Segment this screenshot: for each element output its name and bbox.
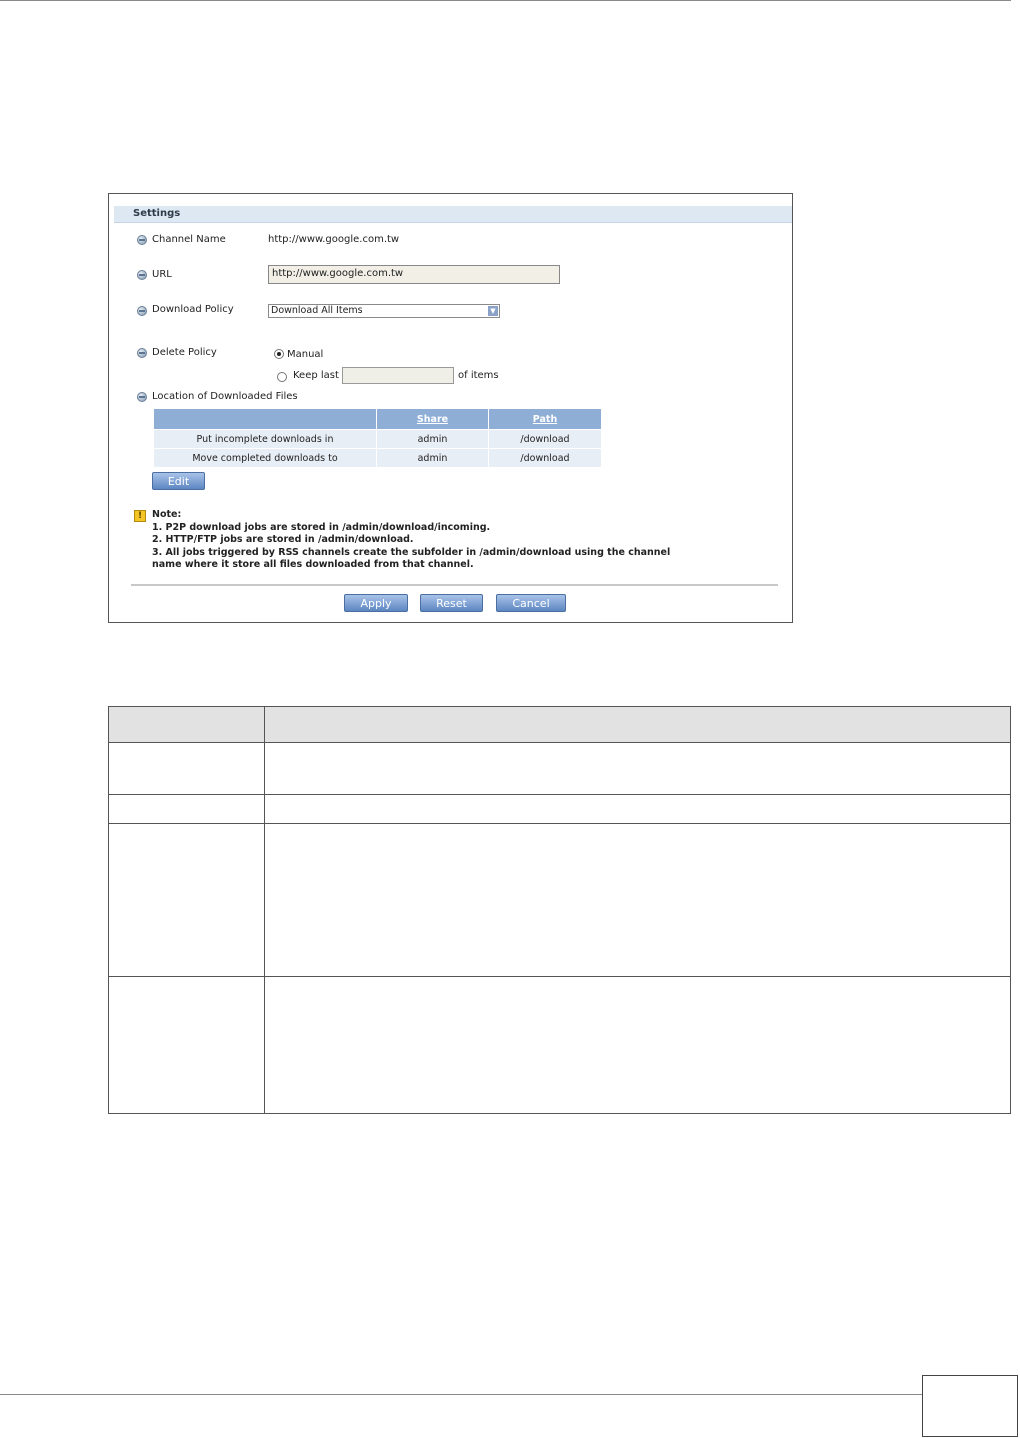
location-label: Location of Downloaded Files bbox=[152, 391, 298, 402]
table-cell bbox=[265, 824, 1011, 977]
download-policy-value: Download All Items bbox=[271, 305, 363, 316]
share-header[interactable]: Share bbox=[377, 409, 488, 429]
settings-title: Settings bbox=[133, 208, 181, 219]
bullet-icon bbox=[137, 235, 147, 245]
location-row-path: /download bbox=[489, 430, 601, 448]
chevron-down-icon[interactable]: ▼ bbox=[488, 306, 498, 316]
description-table-header bbox=[109, 707, 1011, 743]
table-row bbox=[154, 430, 601, 448]
table-cell bbox=[265, 743, 1011, 795]
apply-button[interactable]: Apply bbox=[344, 594, 408, 612]
table-cell bbox=[109, 743, 265, 795]
reset-button[interactable]: Reset bbox=[420, 594, 483, 612]
table-cell bbox=[109, 824, 265, 977]
warning-note-icon: ! bbox=[134, 510, 146, 522]
description-table bbox=[108, 706, 1011, 1114]
delete-manual-radio[interactable] bbox=[274, 349, 284, 359]
description-header-label bbox=[109, 707, 265, 743]
url-label: URL bbox=[152, 269, 172, 280]
bullet-icon bbox=[137, 306, 147, 316]
note-line: 1. P2P download jobs are stored in /admin/download/incoming. bbox=[152, 521, 491, 533]
location-row-label: Put incomplete downloads in bbox=[154, 430, 376, 448]
delete-manual-label: Manual bbox=[287, 349, 324, 360]
keep-last-input[interactable] bbox=[342, 367, 454, 384]
table-row bbox=[109, 824, 1011, 977]
location-row-label: Move completed downloads to bbox=[154, 449, 376, 467]
cancel-button[interactable]: Cancel bbox=[496, 594, 566, 612]
location-header-blank bbox=[154, 409, 376, 429]
url-input[interactable]: http://www.google.com.tw bbox=[268, 265, 560, 284]
settings-screenshot bbox=[108, 193, 793, 623]
path-header[interactable]: Path bbox=[489, 409, 601, 429]
divider bbox=[131, 584, 778, 586]
channel-name-value: http://www.google.com.tw bbox=[268, 234, 400, 245]
table-row bbox=[154, 449, 601, 467]
table-cell bbox=[265, 795, 1011, 824]
description-header-description bbox=[265, 707, 1011, 743]
of-items-label: of items bbox=[458, 370, 499, 381]
note-line: name where it store all files downloaded from that channel. bbox=[152, 559, 474, 570]
delete-policy-label: Delete Policy bbox=[152, 347, 217, 358]
bottom-rule bbox=[0, 1394, 922, 1395]
channel-name-label: Channel Name bbox=[152, 234, 226, 245]
download-policy-label: Download Policy bbox=[152, 304, 234, 315]
bullet-icon bbox=[137, 392, 147, 402]
delete-keep-last-label: Keep last bbox=[293, 370, 339, 381]
delete-keep-last-radio[interactable] bbox=[277, 372, 287, 382]
location-row-share: admin bbox=[377, 449, 488, 467]
table-row bbox=[109, 977, 1011, 1114]
top-rule bbox=[0, 0, 1011, 1]
table-cell bbox=[265, 977, 1011, 1114]
edit-button[interactable]: Edit bbox=[152, 472, 205, 490]
bullet-icon bbox=[137, 270, 147, 280]
location-table-header bbox=[154, 409, 601, 429]
note-title: Note: bbox=[152, 509, 182, 520]
download-policy-select[interactable] bbox=[268, 304, 500, 318]
table-cell bbox=[109, 795, 265, 824]
table-row bbox=[109, 743, 1011, 795]
note-line: 3. All jobs triggered by RSS channels create the subfolder in /admin/download using the channel bbox=[152, 546, 671, 558]
location-row-share: admin bbox=[377, 430, 488, 448]
location-row-path: /download bbox=[489, 449, 601, 467]
bullet-icon bbox=[137, 348, 147, 358]
note-block bbox=[152, 509, 670, 572]
location-table bbox=[153, 408, 602, 468]
note-line: 2. HTTP/FTP jobs are stored in /admin/download. bbox=[152, 534, 414, 545]
table-row bbox=[109, 795, 1011, 824]
table-cell bbox=[109, 977, 265, 1114]
page-number-box bbox=[922, 1375, 1018, 1437]
settings-header bbox=[114, 206, 792, 223]
